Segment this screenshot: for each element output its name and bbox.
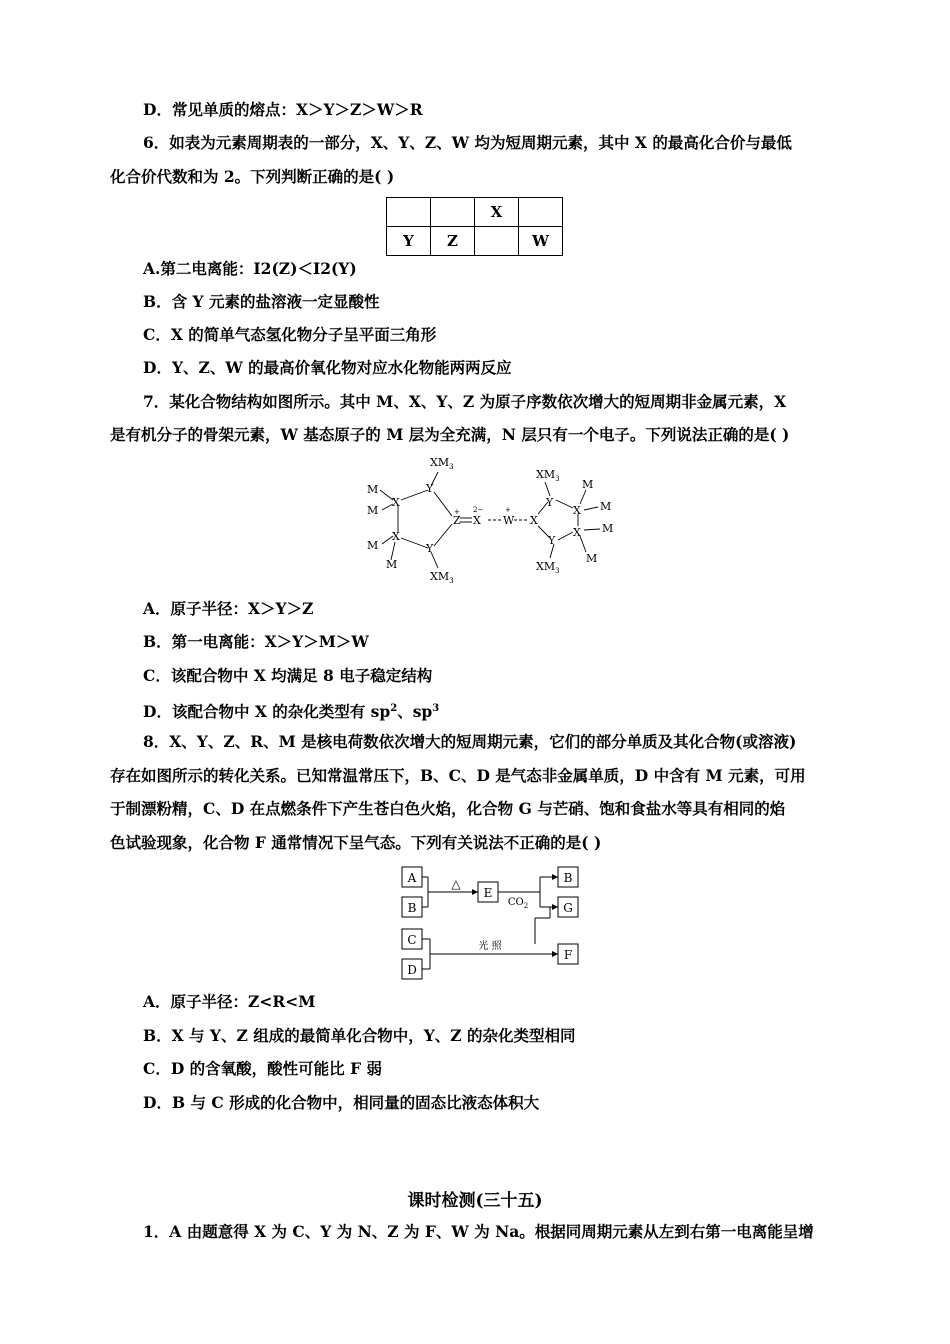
q7-option-d-text: D．该配合物中 X 的杂化类型有 $sp^2$、$sp^3$ [143, 702, 440, 722]
svg-text:XM3: $XM_3$ [536, 468, 560, 483]
flow-d: D [407, 963, 417, 977]
svg-text:M: M [386, 558, 398, 571]
flow-co2: $CO_2$ [507, 897, 529, 910]
flow-a: A [407, 871, 417, 885]
pt-cell [387, 198, 431, 227]
svg-text:Z: Z [453, 514, 461, 527]
svg-text:+: + [505, 506, 511, 514]
q7-stem-line2: 是有机分子的骨架元素，W 基态原子的 M 层为全充满，N 层只有一个电子。下列说法正确的是( ) [110, 425, 790, 444]
q8-option-a: A．原子半径：Z<R<M [143, 992, 316, 1011]
q7-structure-figure [360, 452, 630, 584]
q6-option-d: D．Y、Z、W 的最高价氧化物对应水化物能两两反应 [143, 358, 512, 377]
pt-cell [519, 198, 563, 227]
svg-text:Y: Y [426, 542, 434, 555]
svg-text:M: M [602, 522, 614, 535]
svg-text:Y: Y [426, 482, 434, 495]
q6-option-c: C．X 的简单气态氢化物分子呈平面三角形 [143, 325, 437, 344]
pt-cell-w: W [519, 227, 563, 256]
svg-text:M: M [582, 478, 594, 491]
q5-option-d: D．常见单质的熔点：X＞Y＞Z＞W＞R [143, 100, 423, 119]
q7-stem-line1: 7．某化合物结构如图所示。其中 M、X、Y、Z 为原子序数依次增大的短周期非金属元素，X [143, 392, 787, 411]
q6-stem-line1: 6．如表为元素周期表的一部分，X、Y、Z、W 均为短周期元素，其中 X 的最高化合价与最低 [143, 133, 792, 152]
pt-cell-y: Y [387, 227, 431, 256]
q7-option-a: A．原子半径：X＞Y＞Z [143, 599, 314, 618]
svg-text:+: + [454, 508, 460, 516]
flow-f: F [563, 948, 573, 962]
svg-text:M: M [586, 552, 598, 565]
flow-g: G [563, 901, 573, 915]
answer-1: 1．A 由题意得 X 为 C、Y 为 N、Z 为 F、W 为 Na。根据同周期元素从左到右第一电离能呈增 [143, 1222, 814, 1241]
q8-stem-line4: 色试验现象，化合物 F 通常情况下呈气态。下列有关说法不正确的是( ) [110, 833, 602, 852]
svg-text:M: M [367, 483, 379, 496]
svg-text:Y: Y [546, 496, 554, 509]
pt-cell-x: X [475, 198, 519, 227]
q8-option-d: D．B 与 C 形成的化合物中，相同量的固态比液态体积大 [143, 1093, 540, 1112]
svg-text:XM3: $XM_3$ [430, 570, 454, 584]
svg-text:W: W [503, 514, 515, 527]
q8-stem-line1: 8．X、Y、Z、R、M 是核电荷数依次增大的短周期元素，它们的部分单质及其化合物(或溶液) [143, 732, 797, 751]
q6-option-a: A.第二电离能：I2(Z)＜I2(Y) [143, 259, 357, 278]
flow-c: C [407, 933, 417, 947]
q7-option-d [143, 698, 878, 723]
svg-text:X: X [530, 514, 538, 527]
svg-text:X: X [573, 526, 581, 539]
flow-heat: △ [451, 877, 461, 891]
q6-stem-line2: 化合价代数和为 2。下列判断正确的是( ) [110, 167, 395, 186]
q8-option-b: B．X 与 Y、Z 组成的最简单化合物中，Y、Z 的杂化类型相同 [143, 1026, 576, 1045]
svg-text:XM3: $XM_3$ [536, 560, 560, 575]
q8-flow-diagram [398, 862, 588, 984]
svg-text:XM3: $XM_3$ [430, 456, 454, 471]
q6-option-b: B．含 Y 元素的盐溶液一定显酸性 [143, 292, 380, 311]
svg-text:Y: Y [548, 534, 556, 547]
q7-option-b: B．第一电离能：X＞Y＞M＞W [143, 632, 369, 651]
svg-text:M: M [600, 500, 612, 513]
q7-option-c: C．该配合物中 X 均满足 8 电子稳定结构 [143, 666, 433, 685]
svg-text:X: X [473, 514, 481, 527]
answers-title: 课时检测(三十五) [407, 1191, 543, 1211]
q8-stem-line2: 存在如图所示的转化关系。已知常温常压下，B、C、D 是气态非金属单质，D 中含有 M 元素，可用 [110, 766, 806, 785]
q8-option-c: C．D 的含氧酸，酸性可能比 F 弱 [143, 1059, 382, 1078]
svg-text:M: M [367, 504, 379, 517]
pt-cell-z: Z [431, 227, 475, 256]
q8-stem-line3: 于制漂粉精，C、D 在点燃条件下产生苍白色火焰，化合物 G 与芒硝、饱和食盐水等具有相同的焰 [110, 799, 786, 818]
flow-e: E [483, 886, 493, 900]
svg-text:X: X [573, 504, 581, 517]
pt-cell [475, 227, 519, 256]
periodic-table-fragment [386, 197, 563, 256]
svg-text:M: M [367, 539, 379, 552]
flow-b-left: B [407, 901, 417, 915]
flow-light: 光 照 [478, 941, 502, 952]
svg-text:2−: 2− [473, 506, 484, 514]
svg-text:X: X [392, 530, 400, 543]
svg-text:X: X [392, 496, 400, 509]
pt-cell [431, 198, 475, 227]
flow-b-right: B [563, 871, 573, 885]
